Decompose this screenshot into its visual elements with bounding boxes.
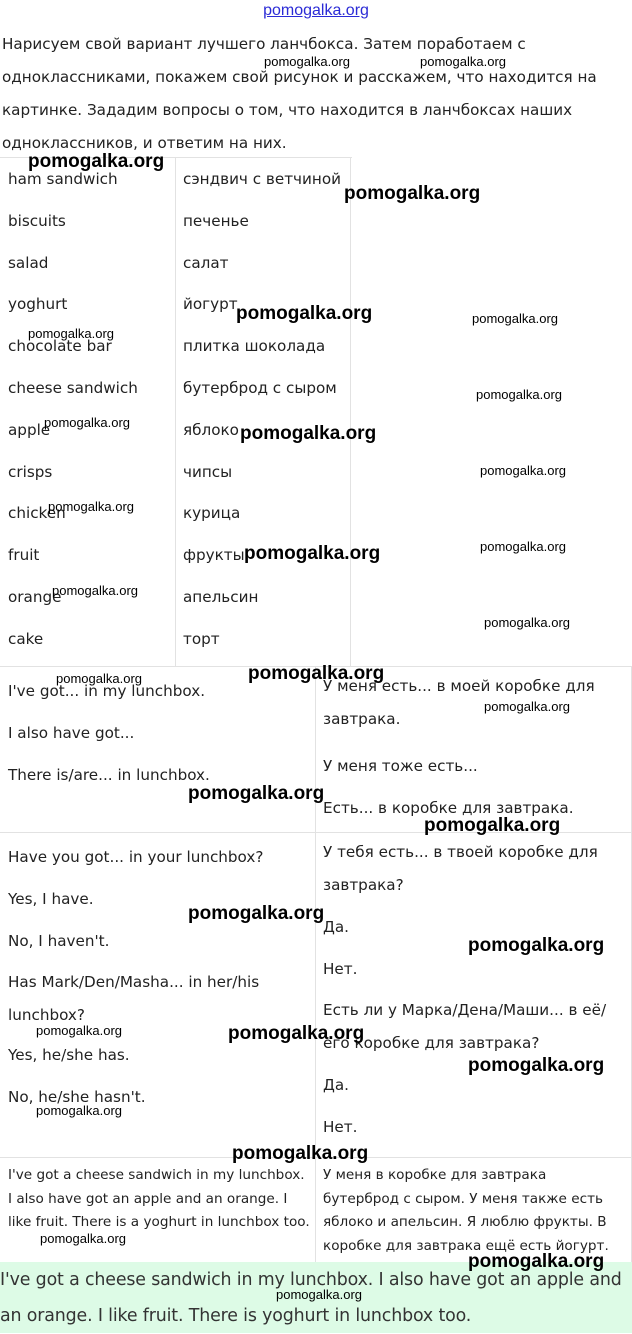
- watermark: pomogalka.org: [484, 699, 570, 714]
- watermark: pomogalka.org: [52, 583, 138, 598]
- vocab-ru: фрукты: [183, 546, 245, 564]
- watermark: pomogalka.org: [248, 663, 385, 684]
- vocab-en: cheese sandwich: [8, 379, 138, 397]
- vocab-en: salad: [8, 254, 49, 272]
- phrase-line: У меня тоже есть...: [323, 757, 478, 775]
- table-border-right: [350, 157, 351, 666]
- phrase-line: Да.: [323, 1076, 349, 1094]
- phrase-line: Нет.: [323, 960, 358, 978]
- vocab-ru: апельсин: [183, 588, 259, 606]
- vocab-en: ham sandwich: [8, 170, 118, 188]
- watermark: pomogalka.org: [28, 326, 114, 341]
- phrase-line: Yes, I have.: [8, 890, 94, 908]
- vocab-ru: печенье: [183, 212, 249, 230]
- phrase-line: I also have got...: [8, 724, 135, 742]
- phrase-line: There is/are... in lunchbox.: [8, 766, 210, 784]
- vocab-ru: бутерброд с сыром: [183, 379, 337, 397]
- phrase-line: I've got... in my lunchbox.: [8, 682, 206, 700]
- phrase-line: Нет.: [323, 1118, 358, 1136]
- vocab-en: biscuits: [8, 212, 66, 230]
- watermark: pomogalka.org: [36, 1103, 122, 1118]
- vocab-en: apple: [8, 421, 51, 439]
- vocab-ru: чипсы: [183, 463, 233, 481]
- questions-en: [8, 836, 308, 1118]
- task-intro: Нарисуем свой вариант лучшего ланчбокса. Затем поработаем с одноклассниками, покажем свой рисунок и расскажем, что находится на картинке. Зададим вопросы о том, что находится в ланчбоксах наших одноклассников, и ответим на них.: [2, 35, 597, 152]
- watermark: pomogalka.org: [424, 815, 561, 836]
- watermark: pomogalka.org: [28, 151, 165, 172]
- vocab-ru: плитка шоколада: [183, 337, 326, 355]
- watermark: pomogalka.org: [240, 423, 377, 444]
- watermark: pomogalka.org: [244, 543, 381, 564]
- watermark: pomogalka.org: [480, 463, 566, 478]
- phrase-line: Have you got... in your lunchbox?: [8, 848, 264, 866]
- example-en: I've got a cheese sandwich in my lunchbox. I also have got an apple and an orange. I like fruit. There is a yoghurt in lunchbox too.: [8, 1167, 310, 1230]
- watermark: pomogalka.org: [36, 1023, 122, 1038]
- statements-en: [8, 670, 308, 796]
- watermark: pomogalka.org: [232, 1143, 369, 1164]
- answer-text: I've got a cheese sandwich in my lunchbox. I also have got an apple and an orange. I like fruit. There is yoghurt in lunchbox too.: [0, 1270, 622, 1326]
- phrase-line: У меня есть... в моей коробке для завтрака.: [323, 677, 595, 728]
- phrase-line: У тебя есть... в твоей коробке для завтрака?: [323, 843, 598, 894]
- vocab-ru: курица: [183, 504, 241, 522]
- watermark: pomogalka.org: [468, 935, 605, 956]
- site-title-link[interactable]: pomogalka.org: [263, 2, 369, 19]
- vocab-ru: йогурт: [183, 295, 238, 313]
- watermark: pomogalka.org: [236, 303, 373, 324]
- vocab-en: fruit: [8, 546, 40, 564]
- vocab-ru: яблоко: [183, 421, 239, 439]
- vocab-en: crisps: [8, 463, 53, 481]
- watermark: pomogalka.org: [188, 903, 325, 924]
- example-ru: У меня в коробке для завтрака бутерброд с сыром. У меня также есть яблоко и апельсин. Я люблю фрукты. В коробке для завтрака ещё есть йогурт.: [323, 1167, 609, 1254]
- statements-ru: [323, 670, 623, 829]
- phrase-line: Есть... в коробке для завтрака.: [323, 799, 574, 817]
- watermark: pomogalka.org: [344, 183, 481, 204]
- watermark: pomogalka.org: [480, 539, 566, 554]
- watermark: pomogalka.org: [484, 615, 570, 630]
- watermark: pomogalka.org: [48, 499, 134, 514]
- watermark: pomogalka.org: [44, 415, 130, 430]
- watermark: pomogalka.org: [420, 54, 506, 69]
- vocab-ru: сэндвич с ветчиной: [183, 170, 341, 188]
- phrase-line: Has Mark/Den/Masha... in her/his lunchbox?: [8, 973, 260, 1024]
- vocab-ru: салат: [183, 254, 229, 272]
- watermark: pomogalka.org: [228, 1023, 365, 1044]
- watermark: pomogalka.org: [276, 1287, 362, 1302]
- watermark: pomogalka.org: [468, 1055, 605, 1076]
- vocab-en: yoghurt: [8, 295, 68, 313]
- vocab-ru: торт: [183, 630, 220, 648]
- watermark: pomogalka.org: [264, 54, 350, 69]
- vocab-en: orange: [8, 588, 62, 606]
- phrase-line: No, I haven't.: [8, 932, 110, 950]
- watermark: pomogalka.org: [40, 1231, 126, 1246]
- phrase-line: Yes, he/she has.: [8, 1046, 130, 1064]
- watermark: pomogalka.org: [56, 671, 142, 686]
- phrase-line: No, he/she hasn't.: [8, 1088, 146, 1106]
- watermark: pomogalka.org: [472, 311, 558, 326]
- watermark: pomogalka.org: [476, 387, 562, 402]
- questions-ru: [323, 836, 623, 1148]
- column-divider: [315, 666, 316, 1262]
- watermark: pomogalka.org: [468, 1251, 605, 1272]
- table-divider: [175, 157, 176, 666]
- watermark: pomogalka.org: [188, 783, 325, 804]
- vocab-en: chicken: [8, 504, 66, 522]
- phrase-line: Есть ли у Марка/Дена/Маши... в её/его коробке для завтрака?: [323, 1001, 607, 1052]
- vocab-en: cake: [8, 630, 44, 648]
- phrase-line: Да.: [323, 918, 349, 936]
- vocab-en: chocolate bar: [8, 337, 112, 355]
